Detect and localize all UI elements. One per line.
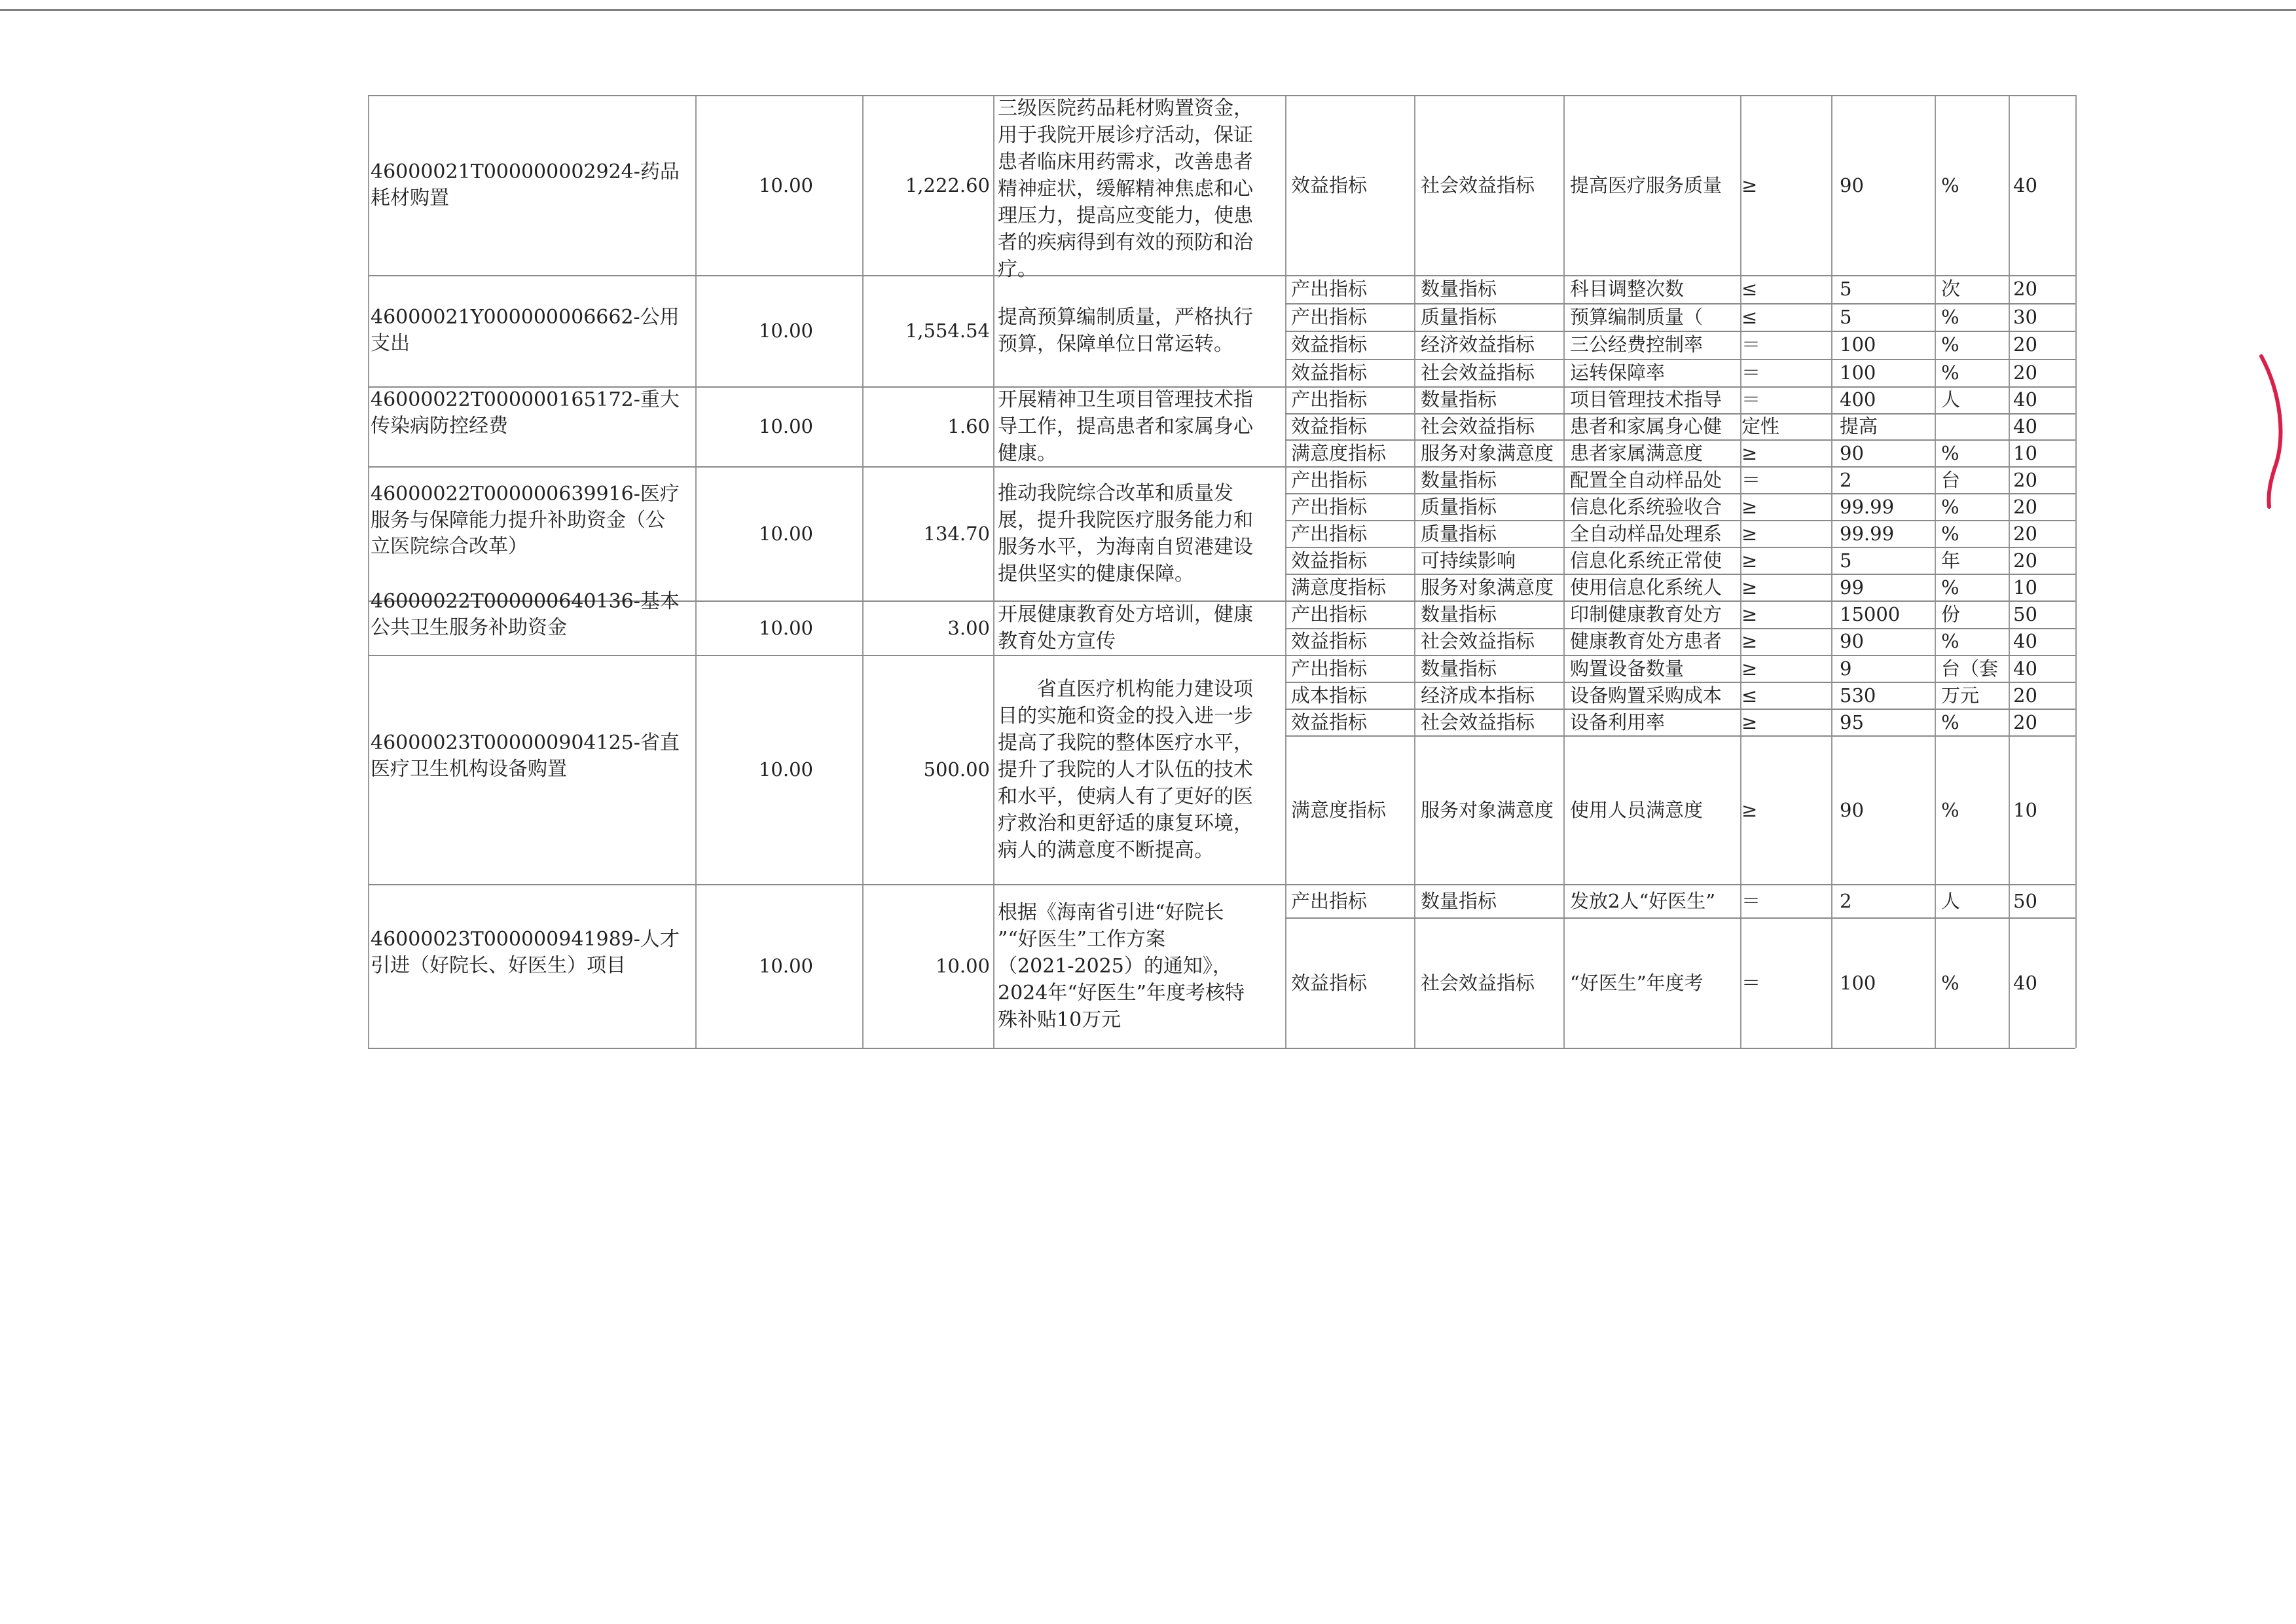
indicator-name: 运转保障率 [1570,361,1666,384]
indicator-value: 99.99 [1840,495,1895,518]
indicator-unit: % [1941,522,1959,545]
indicator-unit: % [1941,305,1959,328]
table-column-line [862,95,864,1048]
indicator-level2: 数量指标 [1421,388,1497,411]
project-name: 46000021Y000000006662-公用支出 [371,306,680,355]
project-name: 46000022T000000640136-基本公共卫生服务补助资金 [371,589,680,639]
indicator-op: ≥ [1741,630,1758,653]
indicator-level2: 社会效益指标 [1421,415,1535,437]
indicator-value: 提高 [1840,415,1878,437]
indicator-unit: 台（套 [1941,657,1999,680]
indicator-op: ≥ [1741,710,1758,733]
indicator-level2: 质量指标 [1421,522,1497,545]
indicator-row-border [1285,917,2075,919]
indicator-level2: 服务对象满意度 [1421,441,1554,464]
project-description: 提高预算编制质量，严格执行 预算，保障单位日常运转。 [998,306,1253,356]
indicator-level1: 效益指标 [1291,333,1368,356]
indicator-level1: 效益指标 [1291,710,1368,733]
indicator-level1: 满意度指标 [1291,798,1387,821]
project-row-border [368,884,2075,885]
indicator-level2: 社会效益指标 [1421,174,1535,196]
indicator-level2: 社会效益指标 [1421,630,1535,653]
indicator-level2: 数量指标 [1421,602,1497,625]
budget-value: 10.00 [758,616,813,639]
indicator-op: 定性 [1741,415,1780,437]
indicator-value: 5 [1840,278,1852,301]
indicator-op: ＝ [1741,468,1761,491]
indicator-value: 100 [1840,361,1876,384]
indicator-op: ≤ [1741,305,1758,328]
table-column-line [2009,95,2010,1048]
amount-value: 500.00 [923,758,990,781]
indicator-value: 2 [1840,889,1852,912]
indicator-weight: 20 [2013,522,2037,545]
indicator-level2: 经济成本指标 [1421,684,1535,707]
indicator-unit: % [1941,441,1959,464]
indicator-level1: 产出指标 [1291,388,1368,411]
indicator-op: ≤ [1741,278,1758,301]
indicator-weight: 20 [2013,710,2037,733]
indicator-unit: 年 [1941,549,1961,572]
budget-value: 10.00 [758,415,813,437]
indicator-value: 99.99 [1840,522,1895,545]
indicator-level1: 产出指标 [1291,602,1368,625]
indicator-name: 全自动样品处理系 [1570,522,1722,545]
table-column-line [695,95,697,1048]
indicator-level1: 产出指标 [1291,495,1368,518]
indicator-level1: 产出指标 [1291,278,1368,301]
budget-value: 10.00 [758,955,813,977]
indicator-unit: % [1941,798,1959,821]
indicator-op: ≥ [1741,798,1758,821]
indicator-level2: 数量指标 [1421,657,1497,680]
indicator-weight: 20 [2013,361,2037,384]
indicator-level1: 效益指标 [1291,971,1368,994]
indicator-weight: 20 [2013,684,2037,707]
indicator-weight: 40 [2013,174,2037,196]
indicator-unit: % [1941,630,1959,653]
indicator-level1: 满意度指标 [1291,576,1387,599]
indicator-name: 购置设备数量 [1570,657,1685,680]
indicator-value: 100 [1840,333,1876,356]
indicator-weight: 10 [2013,798,2037,821]
indicator-level1: 满意度指标 [1291,441,1387,464]
project-description: 三级医院药品耗材购置资金， 用于我院开展诊疗活动，保证 患者临床用药需求，改善患者 精神症状，缓解精神焦虑和心 理压力，提高应变能力，使患 者的疾病得到有效的预防和治 疗。 [998,97,1253,281]
indicator-weight: 40 [2013,630,2037,653]
indicator-value: 15000 [1840,602,1901,625]
table-column-line [1414,95,1415,1048]
indicator-level1: 产出指标 [1291,889,1368,912]
amount-value: 10.00 [935,955,990,977]
project-row-border [368,1048,2075,1049]
indicator-name: 使用信息化系统人 [1570,576,1722,599]
budget-value: 10.00 [758,522,813,545]
indicator-value: 530 [1840,684,1876,707]
project-name: 46000021T000000002924-药品耗材购置 [371,160,680,210]
indicator-level1: 产出指标 [1291,657,1368,680]
indicator-unit: 人 [1941,388,1961,411]
indicator-name: 信息化系统验收合 [1570,495,1722,518]
indicator-weight: 50 [2013,889,2037,912]
indicator-name: 提高医疗服务质量 [1570,174,1722,196]
indicator-op: ≥ [1741,495,1758,518]
indicator-weight: 20 [2013,278,2037,301]
indicator-weight: 10 [2013,441,2037,464]
indicator-level2: 服务对象满意度 [1421,798,1554,821]
indicator-level2: 数量指标 [1421,278,1497,301]
indicator-level2: 数量指标 [1421,468,1497,491]
indicator-weight: 10 [2013,576,2037,599]
indicator-weight: 20 [2013,495,2037,518]
indicator-value: 5 [1840,549,1852,572]
indicator-name: 设备利用率 [1570,710,1666,733]
indicator-op: ≥ [1741,657,1758,680]
project-description: 开展精神卫生项目管理技术指 导工作，提高患者和家属身心 健康。 [998,388,1253,465]
indicator-unit: % [1941,174,1959,196]
indicator-weight: 20 [2013,468,2037,491]
red-stamp-arc [2252,354,2291,511]
amount-value: 134.70 [923,522,990,545]
indicator-unit: % [1941,333,1959,356]
budget-value: 10.00 [758,320,813,342]
indicator-name: 患者家属满意度 [1570,441,1704,464]
indicator-op: ＝ [1741,361,1761,384]
indicator-value: 90 [1840,441,1864,464]
indicator-name: 印制健康教育处方 [1570,602,1722,625]
indicator-level2: 质量指标 [1421,495,1497,518]
indicator-weight: 30 [2013,305,2037,328]
indicator-weight: 40 [2013,971,2037,994]
indicator-op: ＝ [1741,971,1761,994]
amount-value: 3.00 [947,616,990,639]
indicator-unit: 万元 [1941,684,1980,707]
table-column-line [1285,95,1286,1048]
indicator-unit [1941,413,2006,439]
indicator-level1: 效益指标 [1291,415,1368,437]
indicator-name: 信息化系统正常使 [1570,549,1722,572]
indicator-name: 项目管理技术指导 [1570,388,1722,411]
project-name: 46000023T000000941989-人才引进（好院长、好医生）项目 [371,928,680,977]
indicator-value: 90 [1840,174,1864,196]
indicator-value: 5 [1840,305,1852,328]
indicator-value: 100 [1840,971,1876,994]
project-description: 开展健康教育处方培训，健康 教育处方宣传 [998,602,1253,653]
table-column-line [368,95,369,1048]
indicator-op: ＝ [1741,889,1761,912]
indicator-level2: 社会效益指标 [1421,710,1535,733]
indicator-value: 90 [1840,798,1864,821]
project-description: 推动我院综合改革和质量发 展，提升我院医疗服务能力和 服务水平，为海南自贸港建设 提供坚实的健康保障。 [998,481,1253,585]
project-description: 根据《海南省引进“好院长 ”“好医生”工作方案 （2021-2025）的通知》， 2024年“好医生”年度考核特 殊补贴10万元 [998,900,1245,1031]
indicator-unit: 份 [1941,602,1961,625]
indicator-level1: 产出指标 [1291,305,1368,328]
indicator-unit: % [1941,576,1959,599]
indicator-name: 科目调整次数 [1570,278,1685,301]
indicator-weight: 40 [2013,415,2037,437]
indicator-value: 400 [1840,388,1876,411]
indicator-value: 90 [1840,630,1864,653]
indicator-level2: 可持续影响 [1421,549,1516,572]
indicator-name: 患者和家属身心健 [1570,415,1722,437]
indicator-level2: 质量指标 [1421,305,1497,328]
indicator-unit: % [1941,710,1959,733]
indicator-op: ≥ [1741,602,1758,625]
indicator-value: 99 [1840,576,1864,599]
indicator-op: ≥ [1741,549,1758,572]
indicator-op: ≤ [1741,684,1758,707]
indicator-level2: 社会效益指标 [1421,971,1535,994]
table-column-line [1935,95,1936,1048]
indicator-value: 2 [1840,468,1852,491]
indicator-level1: 效益指标 [1291,630,1368,653]
indicator-level2: 经济效益指标 [1421,333,1535,356]
indicator-name: 发放2人“好医生” [1570,889,1716,912]
indicator-unit: 人 [1941,889,1961,912]
indicator-level1: 效益指标 [1291,549,1368,572]
indicator-value: 9 [1840,657,1852,680]
indicator-name: “好医生”年度考 [1570,971,1704,994]
indicator-weight: 40 [2013,388,2037,411]
indicator-name: 使用人员满意度 [1570,798,1704,821]
indicator-op: ≥ [1741,174,1758,196]
project-name: 46000023T000000904125-省直医疗卫生机构设备购置 [371,731,680,781]
project-description: 省直医疗机构能力建设项 目的实施和资金的投入进一步 提高了我院的整体医疗水平， 提升了我院的人才队伍的技术 和水平，使病人有了更好的医 疗救治和更舒适的康复环境， 病人的满意度不断提高。 [998,677,1253,862]
indicator-name: 健康教育处方患者 [1570,630,1722,653]
indicator-unit: 台 [1941,468,1961,491]
project-name: 46000022T000000639916-医疗服务与保障能力提升补助资金（公立医院综合改革） [371,482,680,558]
indicator-unit: % [1941,971,1959,994]
indicator-name: 三公经费控制率 [1570,333,1704,356]
indicator-weight: 40 [2013,657,2037,680]
table-column-line [1563,95,1565,1048]
table-column-line [2075,95,2077,1048]
indicator-level2: 服务对象满意度 [1421,576,1554,599]
indicator-value: 95 [1840,710,1864,733]
indicator-weight: 50 [2013,602,2037,625]
indicator-op: ≥ [1741,441,1758,464]
indicator-level1: 效益指标 [1291,361,1368,384]
indicator-name: 配置全自动样品处 [1570,468,1722,491]
indicator-unit: % [1941,361,1959,384]
indicator-unit: 次 [1941,278,1961,301]
indicator-level2: 社会效益指标 [1421,361,1535,384]
indicator-weight: 20 [2013,333,2037,356]
budget-value: 10.00 [758,174,813,196]
indicator-level1: 成本指标 [1291,684,1368,707]
budget-value: 10.00 [758,758,813,781]
indicator-op: ＝ [1741,388,1761,411]
indicator-row-border [1285,735,2075,737]
indicator-op: ≥ [1741,576,1758,599]
indicator-level1: 产出指标 [1291,522,1368,545]
indicator-name: 预算编制质量（ [1570,305,1704,328]
indicator-level1: 产出指标 [1291,468,1368,491]
indicator-level2: 数量指标 [1421,889,1497,912]
indicator-level1: 效益指标 [1291,174,1368,196]
indicator-op: ＝ [1741,333,1761,356]
table-column-line [1831,95,1832,1048]
indicator-unit: % [1941,495,1959,518]
project-name: 46000022T000000165172-重大传染病防控经费 [371,388,680,437]
amount-value: 1.60 [947,415,990,437]
indicator-op: ≥ [1741,522,1758,545]
table-column-line [993,95,994,1048]
amount-value: 1,554.54 [905,320,990,342]
indicator-name: 设备购置采购成本 [1570,684,1722,707]
indicator-weight: 20 [2013,549,2037,572]
amount-value: 1,222.60 [905,174,990,196]
